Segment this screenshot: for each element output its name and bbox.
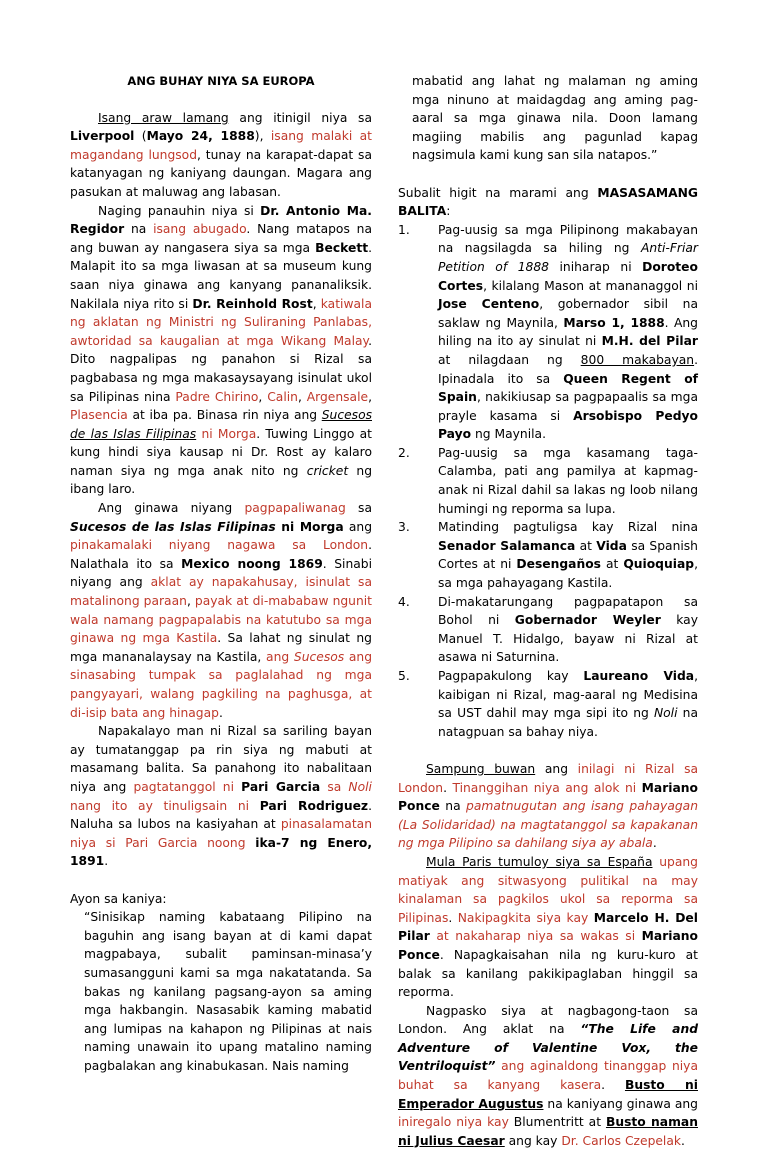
text-run: MASASAMANG BALITA — [398, 185, 698, 219]
text-run: Dr. Carlos Czepelak — [561, 1133, 682, 1148]
text-run: at nakaharap niya sa wakas si — [436, 929, 636, 944]
text-run: Beckett — [315, 240, 369, 255]
text-run: nang ito ay tinuligsain ni — [70, 798, 250, 813]
text-run: iniregalo niya kay — [398, 1115, 509, 1130]
text-run: inilagi ni Rizal sa London — [398, 761, 699, 795]
text-run: pagpapaliwanag — [244, 501, 346, 516]
list-item-text — [438, 444, 698, 518]
text-run: Noli — [653, 706, 678, 721]
text-run: Pag-uusig sa mga kasamang taga-Calamba, pati ang pamilya at kapmag-anak ni Rizal dahil sa lakas ng loob nilang humingi ng reporma sa lupa. — [438, 445, 698, 516]
right-column — [398, 72, 698, 1150]
text-run: , — [368, 389, 372, 404]
text-run: isang abugado — [153, 222, 247, 237]
text-run: Anti-Friar Petition of 1888 — [438, 241, 698, 274]
text-run: at — [601, 557, 624, 572]
text-run: Queen Regent of Spain — [438, 371, 698, 405]
text-run: sa — [345, 501, 372, 516]
list-item-number: 5. — [398, 669, 410, 683]
text-run: , — [297, 389, 307, 404]
paragraph-liverpool — [70, 109, 372, 202]
text-run: ang — [343, 519, 372, 534]
text-run: na — [439, 799, 467, 814]
text-run: . — [601, 1078, 625, 1093]
text-run: . Tuwing Linggo at kung hindi siya kausap ni Dr. Rost ay kalaro naman siya ng mga anak nito ng — [70, 426, 372, 478]
text-run — [246, 836, 256, 850]
text-run: Plasencia — [70, 408, 128, 423]
text-run: at iba pa. Binasa rin niya ang — [127, 408, 322, 423]
text-run: ( — [134, 129, 147, 144]
list-item-text — [438, 221, 698, 444]
text-run: Argensale — [306, 389, 369, 404]
text-run: Ang ginawa niyang — [98, 501, 245, 516]
text-run: , tunay na karapat-dapat sa katanyagan ng kaniyang daungan. Magara ang pasukan at maluwag ang labasan. — [70, 147, 372, 199]
spacer — [398, 741, 698, 760]
text-run: na — [124, 222, 154, 237]
text-run: at nilagdaan ng — [438, 352, 581, 367]
text-run: . — [448, 910, 458, 925]
list-item-number: 2. — [398, 445, 410, 460]
text-run: Doroteo Cortes — [438, 259, 698, 293]
text-run: Mariano Ponce — [398, 780, 698, 814]
text-run: Noli — [348, 779, 372, 794]
text-run: Mula Paris tumuloy siya sa España — [426, 854, 653, 869]
text-run: ang itinigil niya sa — [228, 110, 372, 125]
text-run: ni Morga — [201, 426, 257, 441]
text-run: . Malapit ito sa mga liwasan at sa museum kung saan niya ginawa ang kanyang pananaliksik. Nakilala niya rito si — [70, 240, 372, 311]
text-run: isang malaki at magandang lungsod — [70, 129, 372, 162]
text-run: Pag-uusig sa mga Pilipinong makabayan na nagsilagda sa hiling ng — [438, 222, 698, 256]
text-run: Pagpapakulong kay — [438, 669, 584, 683]
text-run: Di-makatarungang pagpapatapon sa Bohol ni — [438, 594, 698, 628]
list-item-number: 4. — [398, 594, 410, 609]
list-item-text — [438, 593, 698, 667]
text-run: . Ipinadala ito sa — [438, 352, 698, 386]
text-run: Vida — [596, 538, 627, 553]
list-item — [398, 593, 698, 667]
text-run: Dr. Reinhold Rost — [192, 296, 313, 311]
text-run: katiwala ng aklatan ng Ministri ng Suliraning Panlabas, awtoridad sa kaugalian at mga Wikang Malay — [70, 296, 372, 348]
text-run: pagtatanggol ni — [133, 779, 234, 794]
text-run: Subalit higit na marami ang — [398, 185, 598, 200]
paragraph-masasamang-balita — [398, 184, 698, 221]
text-run: ni Morga — [275, 519, 344, 534]
text-run: payak at di-mababaw ngunit wala namang pagpapalabis na katutubo sa mga ginawa ng mga Kastila — [70, 594, 372, 646]
text-run: Isang araw lamang — [98, 110, 229, 125]
spacer — [70, 871, 372, 890]
paragraph-ayon: Ayon sa kaniya: — [70, 891, 167, 906]
text-run: Laureano Vida — [583, 669, 695, 683]
list-item-text — [438, 518, 698, 592]
text-run: , — [186, 594, 195, 609]
text-run: Jose Centeno — [438, 297, 540, 312]
text-run: Pari Garcia — [241, 779, 321, 794]
text-run: ng Maynila. — [471, 427, 546, 442]
text-run: Mayo 24, 1888 — [146, 129, 255, 144]
text-run: Desengaños — [516, 557, 602, 572]
text-run: Arsobispo Pedyo Payo — [438, 408, 698, 442]
text-run: ika-7 ng Enero, 1891 — [70, 835, 373, 869]
text-run: , sa mga pahayagang Kastila. — [438, 557, 698, 591]
text-run: . Sa lahat ng sinulat ng mga mananalaysay na Kastila, — [70, 631, 372, 664]
text-run: Busto ni Emperador Augustus — [398, 1078, 698, 1111]
text-run: Mexico noong 1869 — [181, 556, 323, 571]
text-run: upang matiyak ang sitwasyong pulitikal na may kinalaman sa pagkilos ukol sa reporma sa Pilipinas — [398, 854, 698, 925]
text-run: : — [446, 204, 451, 219]
text-run: . Napagkaisahan nila ng kuru-kuro at balak sa kanilang pakikipaglaban hinggil sa reporma. — [398, 947, 698, 1000]
text-run: . Nang matapos na ang buwan ay nangasera siya sa mga — [70, 222, 372, 255]
text-run: Padre Chirino — [175, 389, 259, 404]
text-run: ng ibang laro. — [70, 463, 372, 497]
list-item — [398, 667, 698, 741]
left-column — [70, 72, 372, 1075]
text-run: Marcelo H. Del Pilar — [398, 910, 698, 944]
text-run: , gobernador sibil na saklaw ng Maynila, — [438, 297, 698, 330]
text-run: Nagpasko siya at nagbagong-taon sa London. Ang aklat na — [398, 1003, 698, 1037]
text-run: Dr. Antonio Ma. Regidor — [70, 203, 372, 237]
text-run: Pari Rodriguez — [259, 798, 369, 813]
text-run: pinakamalaki niyang nagawa sa London — [70, 538, 369, 553]
paragraph-espana — [398, 853, 698, 1002]
text-run: , kaibigan ni Rizal, mag-aaral ng Medisina sa UST dahil may mga sipi ito ng — [438, 669, 698, 721]
text-run: Liverpool — [70, 129, 135, 144]
text-run — [249, 799, 260, 813]
spacer — [398, 165, 698, 184]
text-run: . — [443, 780, 453, 795]
text-run: kay Manuel T. Hidalgo, bayaw ni Rizal at asawa ni Saturnina. — [438, 613, 698, 665]
text-run: Napakalayo man ni Rizal sa sariling bayan ay tumatanggap pa rin siya ng mabuti at masamang balita. Sa panahong ito nabalitaan niya ang — [70, 724, 372, 794]
text-run: ang — [266, 649, 294, 664]
text-run: “The Life and Adventure of Valentine Vox, the Ventriloquist” — [398, 1022, 698, 1074]
text-run: Sucesos de las Islas Filipinas — [70, 408, 372, 441]
text-run: Sucesos — [293, 649, 345, 664]
text-run: Quioquiap — [623, 557, 695, 572]
text-run: ), — [254, 129, 271, 144]
text-run: na natagpuan sa bahay niya. — [438, 706, 698, 739]
text-run: Nakipagkita siya kay — [457, 910, 589, 925]
text-run: Senador Salamanca — [438, 538, 576, 553]
text-run: , kilalang Mason at mananaggol ni — [483, 278, 698, 293]
text-run: aklat ay napakahusay, isinulat sa matalinong paraan — [70, 575, 373, 609]
text-run: . — [681, 1133, 685, 1148]
text-run: Blumentritt at — [508, 1115, 606, 1130]
text-run: . — [104, 854, 109, 869]
text-run: ang aginaldong tinanggap niya buhat sa kanyang kasera — [398, 1059, 698, 1093]
text-run: 800 makabayan — [580, 352, 695, 367]
text-run: . Ang hiling na ito ay sinulat ni — [438, 315, 698, 349]
text-run: pinasalamatan niya si Pari Garcia noong — [70, 817, 372, 850]
text-run: Naging panauhin niya si — [98, 203, 261, 218]
quote-block: “Sinisikap naming kabataang Pilipino na baguhin ang isang bayan at di kami dapat magpabaya, subalit paminsan-minasa’y sumasangguni kami sa mga nakatatanda. Sa bakas ng kanilang pagsang-ayon sa aming mga hakbangin. Nasasabik kaming mabatid ang lumipas na kahapon ng Pilipinas at nais naming unawain ito upang matalino naming pagbalakan ang kinabukasan. Nais naming — [84, 910, 372, 1073]
bad-news-list — [398, 221, 698, 742]
list-item — [398, 518, 698, 592]
quote-continuation: mabatid ang lahat ng malaman ng aming mga ninuno at maidagdag ang aming pag-aaral sa mga ginawa nila. Doon lamang magiing mabilis ang pagunlad kapag nagsimula kami kung san sila natapos.” — [412, 74, 698, 163]
paragraph-regidor — [70, 202, 372, 500]
text-run: , — [312, 296, 321, 311]
list-item-number: 3. — [398, 520, 410, 535]
text-run: ang kay — [504, 1133, 562, 1148]
paragraph-sampung-buwan — [398, 760, 698, 853]
list-item-text — [438, 667, 698, 741]
text-run: sa — [327, 779, 349, 794]
text-run: Mariano Ponce — [398, 929, 698, 962]
text-run: . Dito nagpalipas ng panahon si Rizal sa pagbabasa ng mga makasaysayang isinulat ukol sa Pilipinas nina — [70, 333, 372, 404]
text-run: sa Spanish Cortes at ni — [438, 538, 698, 572]
list-item-number: 1. — [398, 222, 410, 237]
text-run: at — [575, 538, 597, 553]
paragraph-garcia — [70, 722, 372, 871]
text-run: . — [652, 836, 657, 851]
text-run: M.H. del Pilar — [601, 334, 698, 349]
text-run: . Nalathala ito sa — [70, 538, 372, 571]
text-run: . Naluha sa lubos na kasiyahan at — [70, 798, 372, 832]
text-run: ang — [535, 761, 578, 776]
text-run: Calin — [267, 389, 298, 404]
page-title: ANG BUHAY NIYA SA EUROPA — [127, 74, 315, 88]
text-run: na kaniyang ginawa ang — [543, 1096, 698, 1111]
text-run: . — [218, 705, 223, 720]
text-run: Sucesos de las Islas Filipinas — [70, 519, 276, 534]
text-run: . Sinabi niyang ang — [70, 556, 372, 590]
text-run: iniharap ni — [548, 259, 643, 274]
list-item — [398, 221, 698, 444]
text-run: Busto naman ni Julius Caesar — [398, 1115, 698, 1148]
text-run: , — [258, 389, 268, 404]
paragraph-sucesos — [70, 499, 372, 722]
list-item — [398, 444, 698, 518]
text-run: Sampung buwan — [426, 761, 536, 776]
text-run: ang sinasabing tumpak sa paglalahad ng mga pangyayari, walang pagkiling na paghusga, at di-isip bata ang hinagap — [70, 649, 373, 720]
text-run: Tinanggihan niya ang alok ni — [452, 780, 637, 795]
text-run: Gobernador Weyler — [514, 613, 661, 628]
text-run: cricket — [306, 463, 349, 478]
text-run: Matinding pagtuligsa kay Rizal nina — [438, 520, 698, 535]
text-run: , nakikiusap sa pagpapaalis sa mga prayle kasama si — [438, 390, 698, 423]
text-run: pamatnugutan ang isang pahayagan (La Solidaridad) na magtatanggol sa kapakanan ng mga Pilipino sa dahilang siya ay abala — [398, 799, 699, 851]
text-run: Marso 1, 1888 — [563, 315, 665, 330]
